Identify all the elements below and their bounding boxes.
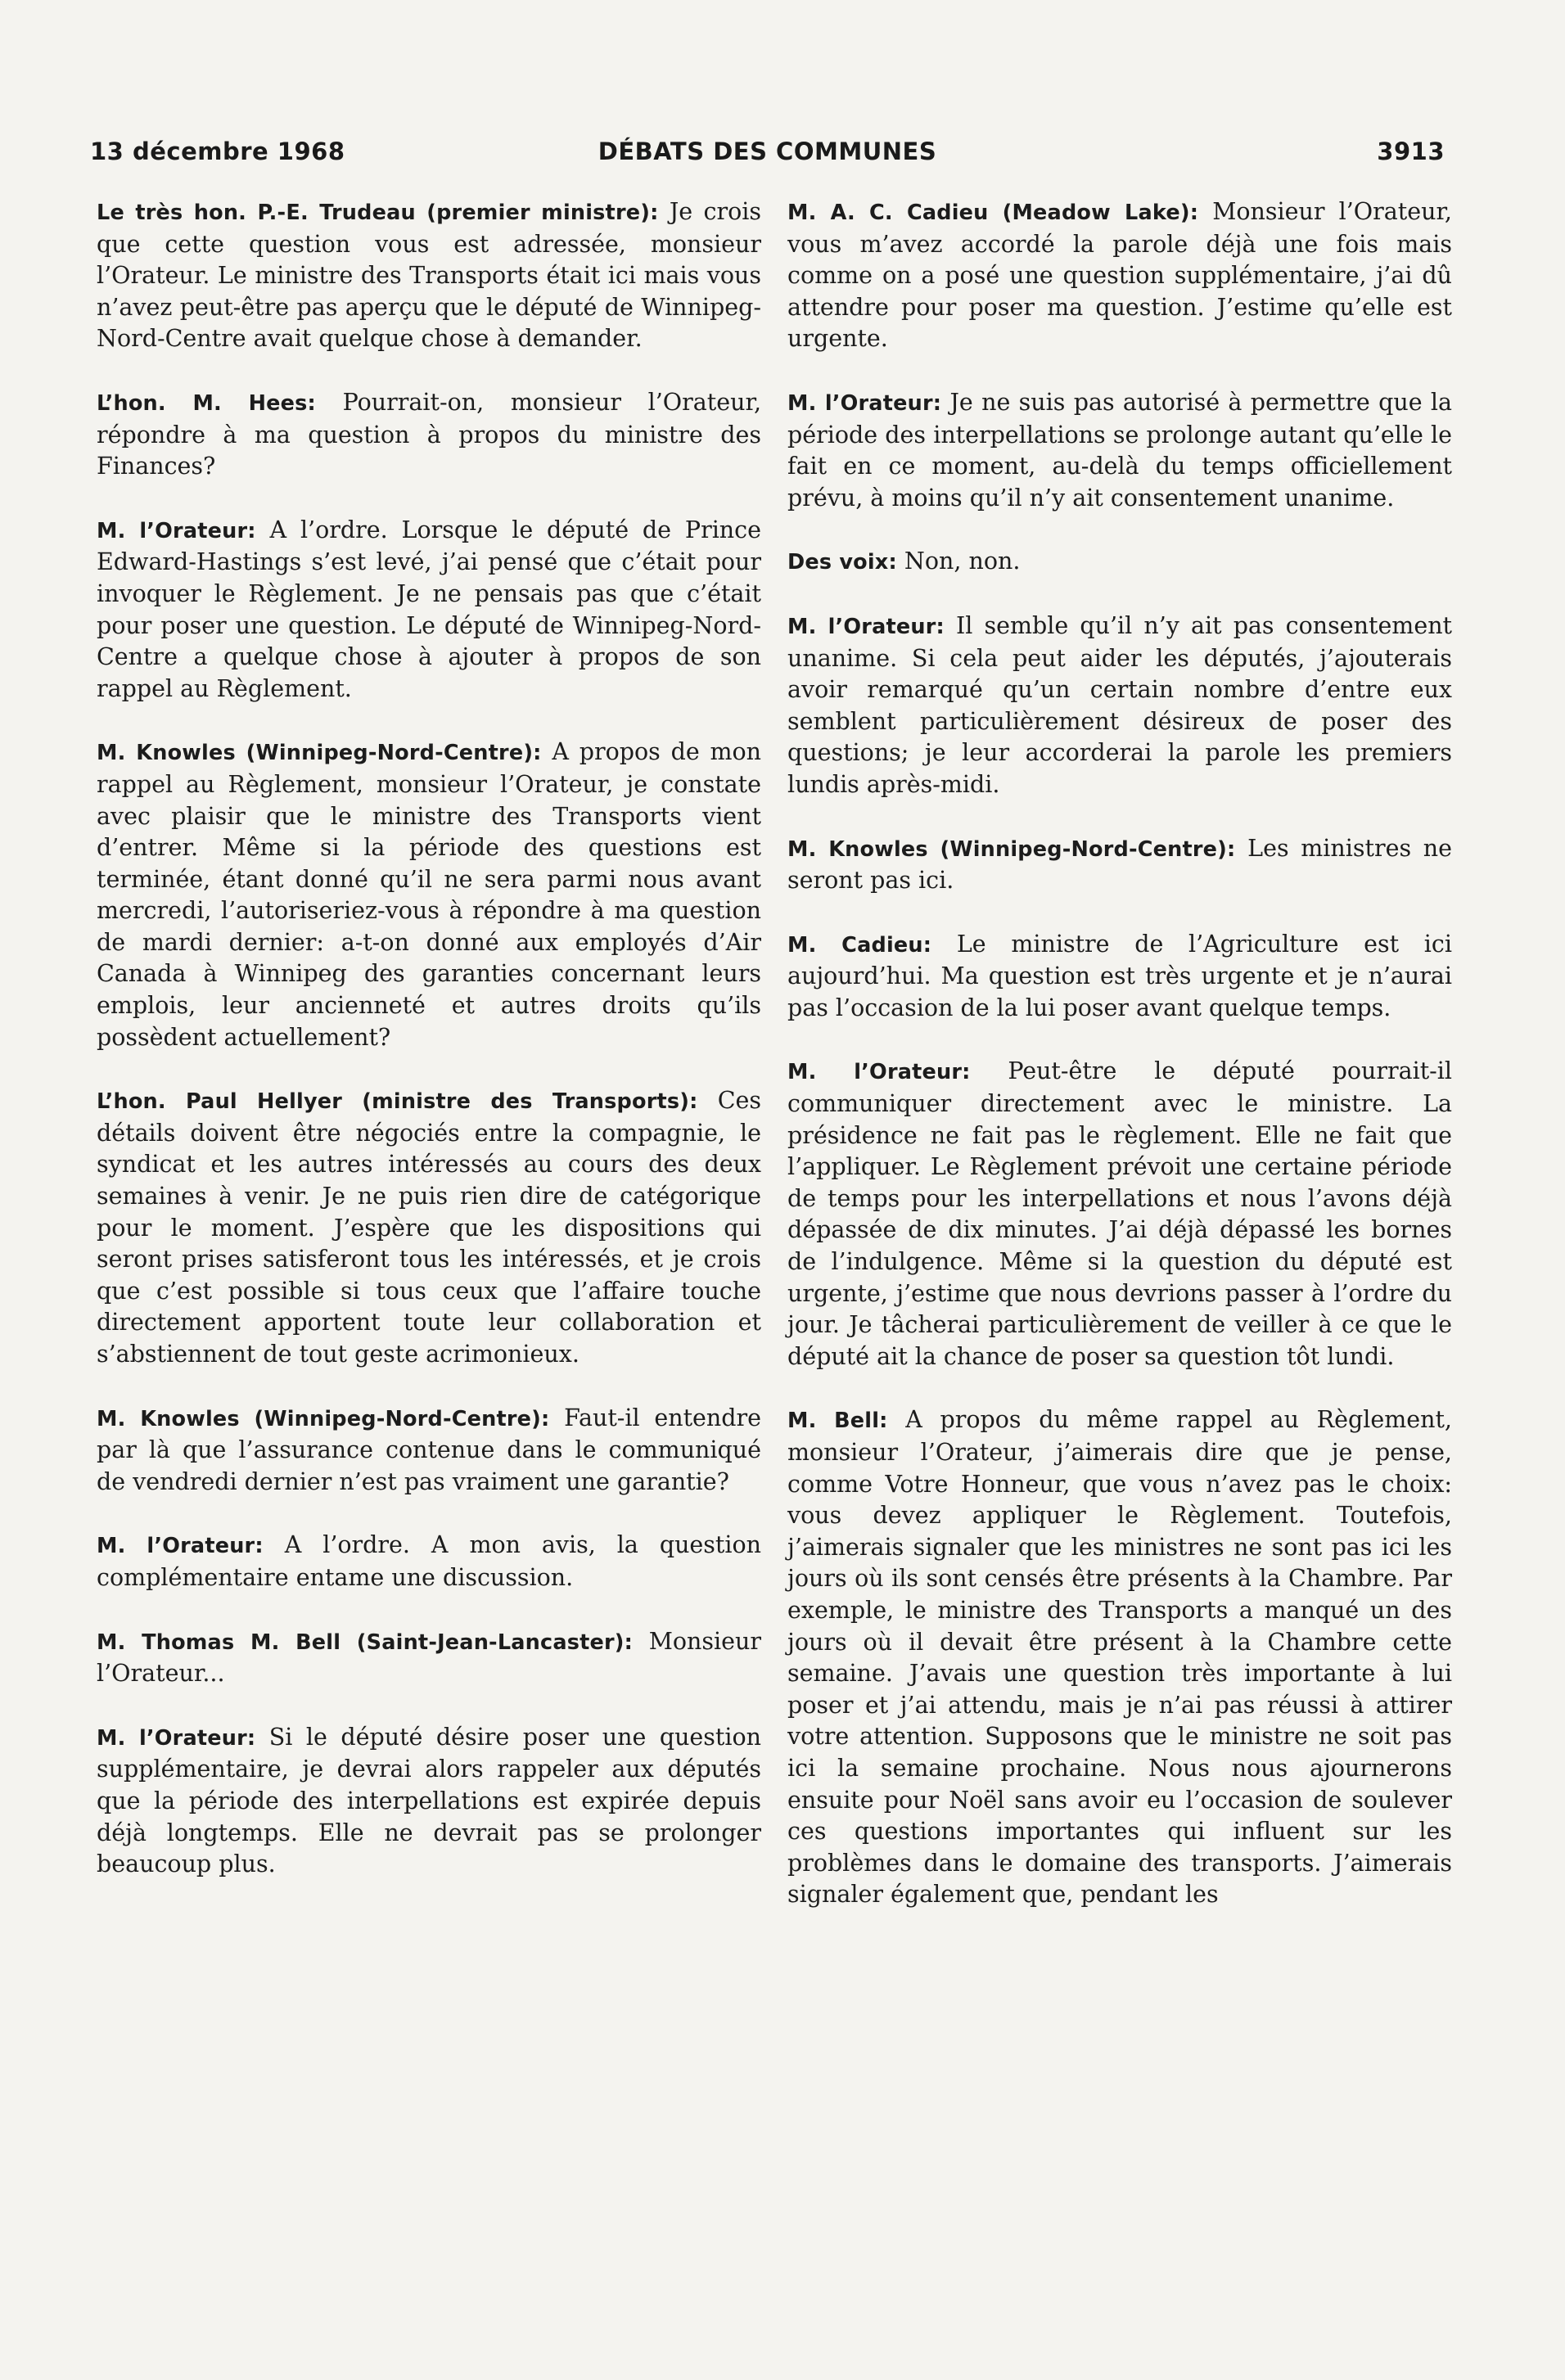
speech-text: Monsieur l’Orateur... bbox=[97, 1627, 762, 1688]
speech-paragraph bbox=[97, 1085, 761, 1370]
speech-paragraph bbox=[787, 546, 1452, 579]
speaker-name: M. l’Orateur: bbox=[787, 614, 945, 639]
speech-text: Il semble qu’il n’y ait pas consentement unanime. Si cela peut aider les députés, j’ajouterais avoir remarqué qu’un certain nombre d’entre eux semblent particulièrement désireux de poser des questions; je leur accorderai la parole les premiers lundis après-midi. bbox=[787, 611, 1453, 798]
page-number: 3913 bbox=[1377, 137, 1445, 165]
speech-text: Je crois que cette question vous est adressée, monsieur l’Orateur. Le ministre des Transports était ici mais vous n’avez peut-être pas aperçu que le député de Winnipeg-Nord-Centre avait quelque chose à demander. bbox=[97, 198, 762, 353]
speech-text: Ces détails doivent être négociés entre la compagnie, le syndicat et les autres intéressés au cours des deux semaines à venir. Je ne puis rien dire de catégorique pour le moment. J’espère que les dispositions qui seront prises satisferont tous les intéressés, et je crois que c’est possible si tous ceux que l’affaire touche directement apportent toute leur collaboration et s’abstiennent de tout geste acrimonieux. bbox=[97, 1087, 761, 1368]
speech-paragraph bbox=[787, 929, 1452, 1025]
speaker-name: M. l’Orateur: bbox=[97, 518, 256, 543]
speaker-name: M. l’Orateur: bbox=[787, 1060, 971, 1085]
speaker-name: M. Thomas M. Bell (Saint-Jean-Lancaster): bbox=[97, 1629, 634, 1655]
speech-paragraph bbox=[787, 833, 1452, 897]
speech-paragraph bbox=[97, 387, 761, 483]
speech-text: Si le député désire poser une question supplémentaire, je devrai alors rappeler aux députés que la période des interpellations est expirée depuis déjà longtemps. Elle ne devrait pas se prolonger beaucoup plus. bbox=[97, 1723, 761, 1878]
speaker-name: M. Cadieu: bbox=[787, 932, 932, 958]
speech-paragraph bbox=[97, 1530, 761, 1593]
speech-text: Pourrait-on, monsieur l’Orateur, répondre à ma question à propos du ministre des Finances? bbox=[97, 388, 761, 480]
speech-paragraph bbox=[787, 387, 1452, 514]
speaker-name: M. Knowles (Winnipeg-Nord-Centre): bbox=[787, 836, 1236, 862]
header-date: 13 décembre 1968 bbox=[90, 137, 345, 165]
speech-paragraph bbox=[97, 1722, 761, 1881]
speaker-name: M. l’Orateur: bbox=[97, 1725, 256, 1751]
speech-text: Faut-il entendre par là que l’assurance contenue dans le communiqué de vendredi dernier n’est pas vraiment une garantie? bbox=[97, 1404, 761, 1495]
speaker-name: M. l’Orateur: bbox=[97, 1534, 264, 1559]
speech-text: A propos du même rappel au Règlement, monsieur l’Orateur, j’aimerais dire que je pense, comme Votre Honneur, que vous n’avez pas le choix: vous devez appliquer le Règlement. Toutefois, j’aimerais signaler que les ministres ne sont pas ici les jours où ils sont censés être présents à la Chambre. Par exemple, le ministre des Transports a manqué un des jours où il devait être présent à la Chambre cette semaine. J’avais une question très importante à lui poser et j’ai attendu, mais je n’ai pas réussi à attirer votre attention. Supposons que le ministre ne soit pas ici la semaine prochaine. Nous nous ajournerons ensuite pour Noël sans avoir eu l’occasion de soulever ces questions importantes qui influent sur les problèmes dans le domaine des transports. J’aimerais signaler également que, pendant les bbox=[787, 1406, 1452, 1909]
speech-text: A l’ordre. Lorsque le député de Prince Edward-Hastings s’est levé, j’ai pensé que c’était pour invoquer le Règlement. Je ne pensais pas que c’était pour poser une question. Le député de Winnipeg-Nord-Centre a quelque chose à ajouter à propos de son rappel au Règlement. bbox=[97, 516, 761, 702]
speaker-name: L’hon. M. Hees: bbox=[97, 390, 316, 416]
speech-paragraph bbox=[97, 737, 761, 1053]
speech-paragraph bbox=[787, 1404, 1452, 1911]
speaker-name: M. Bell: bbox=[787, 1409, 888, 1434]
speech-text: Les ministres ne seront pas ici. bbox=[787, 834, 1453, 895]
speech-paragraph bbox=[787, 196, 1452, 355]
header-title: DÉBATS DES COMMUNES bbox=[598, 137, 937, 165]
speech-text: Je ne suis pas autorisé à permettre que la période des interpellations se prolonge autant qu’elle le fait en ce moment, au-delà du temps officiellement prévu, à moins qu’il n’y ait consentement unanime. bbox=[787, 388, 1453, 512]
speech-text: Non, non. bbox=[904, 548, 1021, 575]
speaker-name: Des voix: bbox=[787, 550, 897, 575]
speaker-name: M. l’Orateur: bbox=[787, 390, 942, 416]
page-header bbox=[90, 137, 1445, 174]
speech-paragraph bbox=[97, 1403, 761, 1499]
speaker-name: M. A. C. Cadieu (Meadow Lake): bbox=[787, 201, 1199, 225]
speaker-name: M. Knowles (Winnipeg-Nord-Centre): bbox=[97, 741, 542, 766]
speech-paragraph bbox=[97, 515, 761, 705]
speech-text: Peut-être le député pourrait-il communiquer directement avec le ministre. La présidence ne fait pas le règlement. Elle ne fait que l’appliquer. Le Règlement prévoit une certaine période de temps pour les interpellations et nous l’avons déjà dépassée de dix minutes. J’ai déjà dépassé les bornes de l’indulgence. Même si la question du député est urgente, j’estime que nous devrions passer à l’ordre du jour. Je tâcherai particulièrement de veiller à ce que le député ait la chance de poser sa question tôt lundi. bbox=[787, 1057, 1453, 1370]
right-column bbox=[787, 196, 1452, 1943]
speech-text: A propos de mon rappel au Règlement, monsieur l’Orateur, je constate avec plaisir que le ministre des Transports vient d’entrer. Même si la période des questions est terminée, étant donné qu’il ne sera parmi nous avant mercredi, l’autoriseriez-vous à répondre à ma question de mardi dernier: a-t-on donné aux employés d’Air Canada à Winnipeg des garanties concernant leurs emplois, leur ancienneté et autres droits qu’ils possèdent actuellement? bbox=[97, 738, 762, 1051]
speech-paragraph bbox=[787, 1056, 1452, 1373]
speech-text: Monsieur l’Orateur, vous m’avez accordé la parole déjà une fois mais comme on a posé une question supplémentaire, j’ai dû attendre pour poser ma question. J’estime qu’elle est urgente. bbox=[787, 198, 1452, 353]
speech-text: Le ministre de l’Agriculture est ici aujourd’hui. Ma question est très urgente et je n’aurai pas l’occasion de la lui poser avant quelque temps. bbox=[787, 930, 1452, 1021]
speech-text: A l’ordre. A mon avis, la question complémentaire entame une discussion. bbox=[97, 1531, 761, 1591]
speaker-name: Le très hon. P.-E. Trudeau (premier ministre): bbox=[97, 201, 659, 225]
left-column bbox=[97, 196, 761, 1913]
speech-paragraph bbox=[97, 196, 761, 355]
speech-paragraph bbox=[97, 1626, 761, 1690]
speech-paragraph bbox=[787, 611, 1452, 801]
speaker-name: M. Knowles (Winnipeg-Nord-Centre): bbox=[97, 1406, 550, 1431]
speaker-name: L’hon. Paul Hellyer (ministre des Transports): bbox=[97, 1089, 698, 1115]
